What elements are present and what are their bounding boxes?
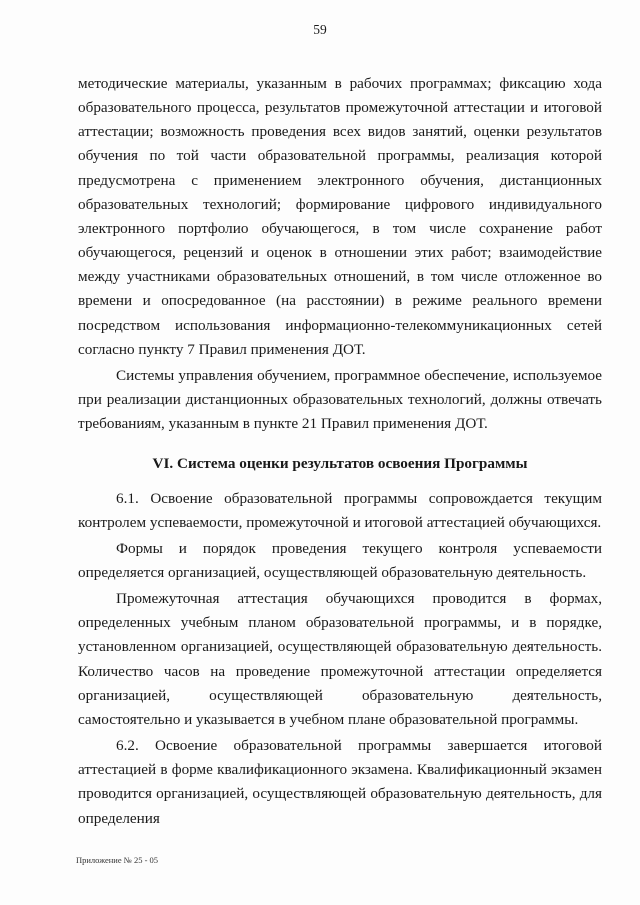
- section-heading: VI. Система оценки результатов освоения Программы: [152, 455, 528, 473]
- document-body: [78, 72, 602, 831]
- paragraph-6-1: 6.1. Освоение образовательной программы сопровождается текущим контролем успеваемости, промежуточной и итоговой аттестацией обучающихся.: [78, 489, 602, 531]
- paragraph-lms-requirements: Системы управления обучением, программное обеспечение, используемое при реализации дистанционных образовательных технологий, должны отвечать требованиям, указанным в пункте 21 Правил применения ДОТ.: [78, 366, 602, 433]
- paragraph-6-2: 6.2. Освоение образовательной программы завершается итоговой аттестацией в форме квалификационного экзамена. Квалификационный экзамен проводится организацией, осуществляющей образовательную деятельность, для определения: [78, 737, 602, 827]
- paragraph-methodical-materials: методические материалы, указанным в рабочих программах; фиксацию хода образовательного процесса, результатов промежуточной аттестации и итоговой аттестации; возможность проведения всех видов занятий, оценки результатов обучения по той части образовательной программы, реализация которой предусмотрена с применением электронного обучения, дистанционных образовательных технологий; формирование цифрового индивидуального электронного портфолио обучающегося, в том числе сохранение работ обучающегося, рецензий и оценок в отношении этих работ; взаимодействие между участниками образовательных отношений, в том числе отложенное во времени и опосредованное (на расстоянии) в режиме реального времени посредством использования информационно-телекоммуникационных сетей согласно пункту 7 Правил применения ДОТ.: [78, 75, 602, 358]
- page-number: 59: [313, 22, 327, 37]
- paragraph-current-control: Формы и порядок проведения текущего контроля успеваемости определяется организацией, осуществляющей образовательную деятельность.: [78, 539, 602, 581]
- footer-note: Приложение № 25 - 05: [76, 855, 159, 865]
- paragraph-intermediate-attestation: Промежуточная аттестация обучающихся проводится в формах, определенных учебным планом образовательной программы, и в порядке, установленном организацией, осуществляющей образовательную деятельность. Количество часов на проведение промежуточной аттестации определяется организацией, осуществляющей образовательную деятельность, самостоятельно и указывается в учебном плане образовательной программы.: [78, 590, 602, 728]
